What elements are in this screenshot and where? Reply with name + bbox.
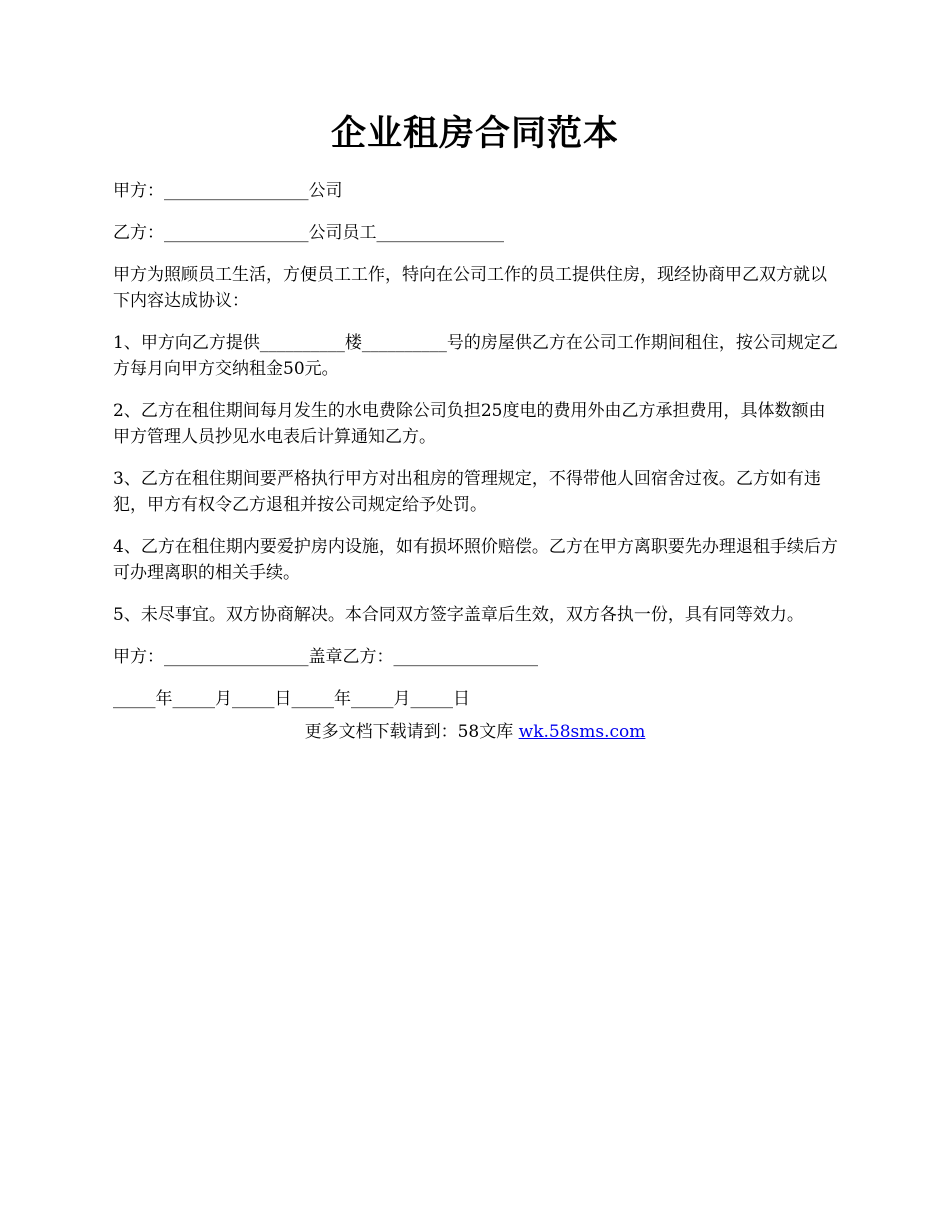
signature-line: 甲方：_________________盖章乙方：_________________ [113, 647, 538, 667]
party-b-line: 乙方：_________________公司员工_______________ [113, 223, 504, 243]
party-a-line: 甲方：_________________公司 [113, 181, 343, 201]
date-line: _____年_____月_____日_____年_____月_____日 [113, 689, 470, 709]
footer-link[interactable]: wk.58sms.com [518, 722, 646, 742]
clause-5: 5、未尽事宜。双方协商解决。本合同双方签字盖章后生效，双方各执一份，具有同等效力。 [113, 605, 804, 625]
clause-2: 2、乙方在租住期间每月发生的水电费除公司负担25度电的费用外由乙方承担费用，具体数额由甲方管理人员抄见水电表后计算通知乙方。 [113, 401, 826, 447]
clause-4: 4、乙方在租住期内要爱护房内设施，如有损坏照价赔偿。乙方在甲方离职要先办理退租手续后方可办理离职的相关手续。 [113, 537, 838, 583]
intro-paragraph: 甲方为照顾员工生活，方便员工工作，特向在公司工作的员工提供住房，现经协商甲乙双方就以下内容达成协议： [113, 265, 827, 311]
footer [0, 719, 950, 745]
clause-1: 1、甲方向乙方提供__________楼__________号的房屋供乙方在公司工作期间租住，按公司规定乙方每月向甲方交纳租金50元。 [113, 333, 838, 379]
document-title: 企业租房合同范本 [330, 113, 619, 154]
clause-3: 3、乙方在租住期间要严格执行甲方对出租房的管理规定，不得带他人回宿舍过夜。乙方如有违犯，甲方有权令乙方退租并按公司规定给予处罚。 [113, 469, 821, 515]
footer-text: 更多文档下载请到：58文库 [304, 722, 519, 742]
document-body [113, 178, 840, 728]
